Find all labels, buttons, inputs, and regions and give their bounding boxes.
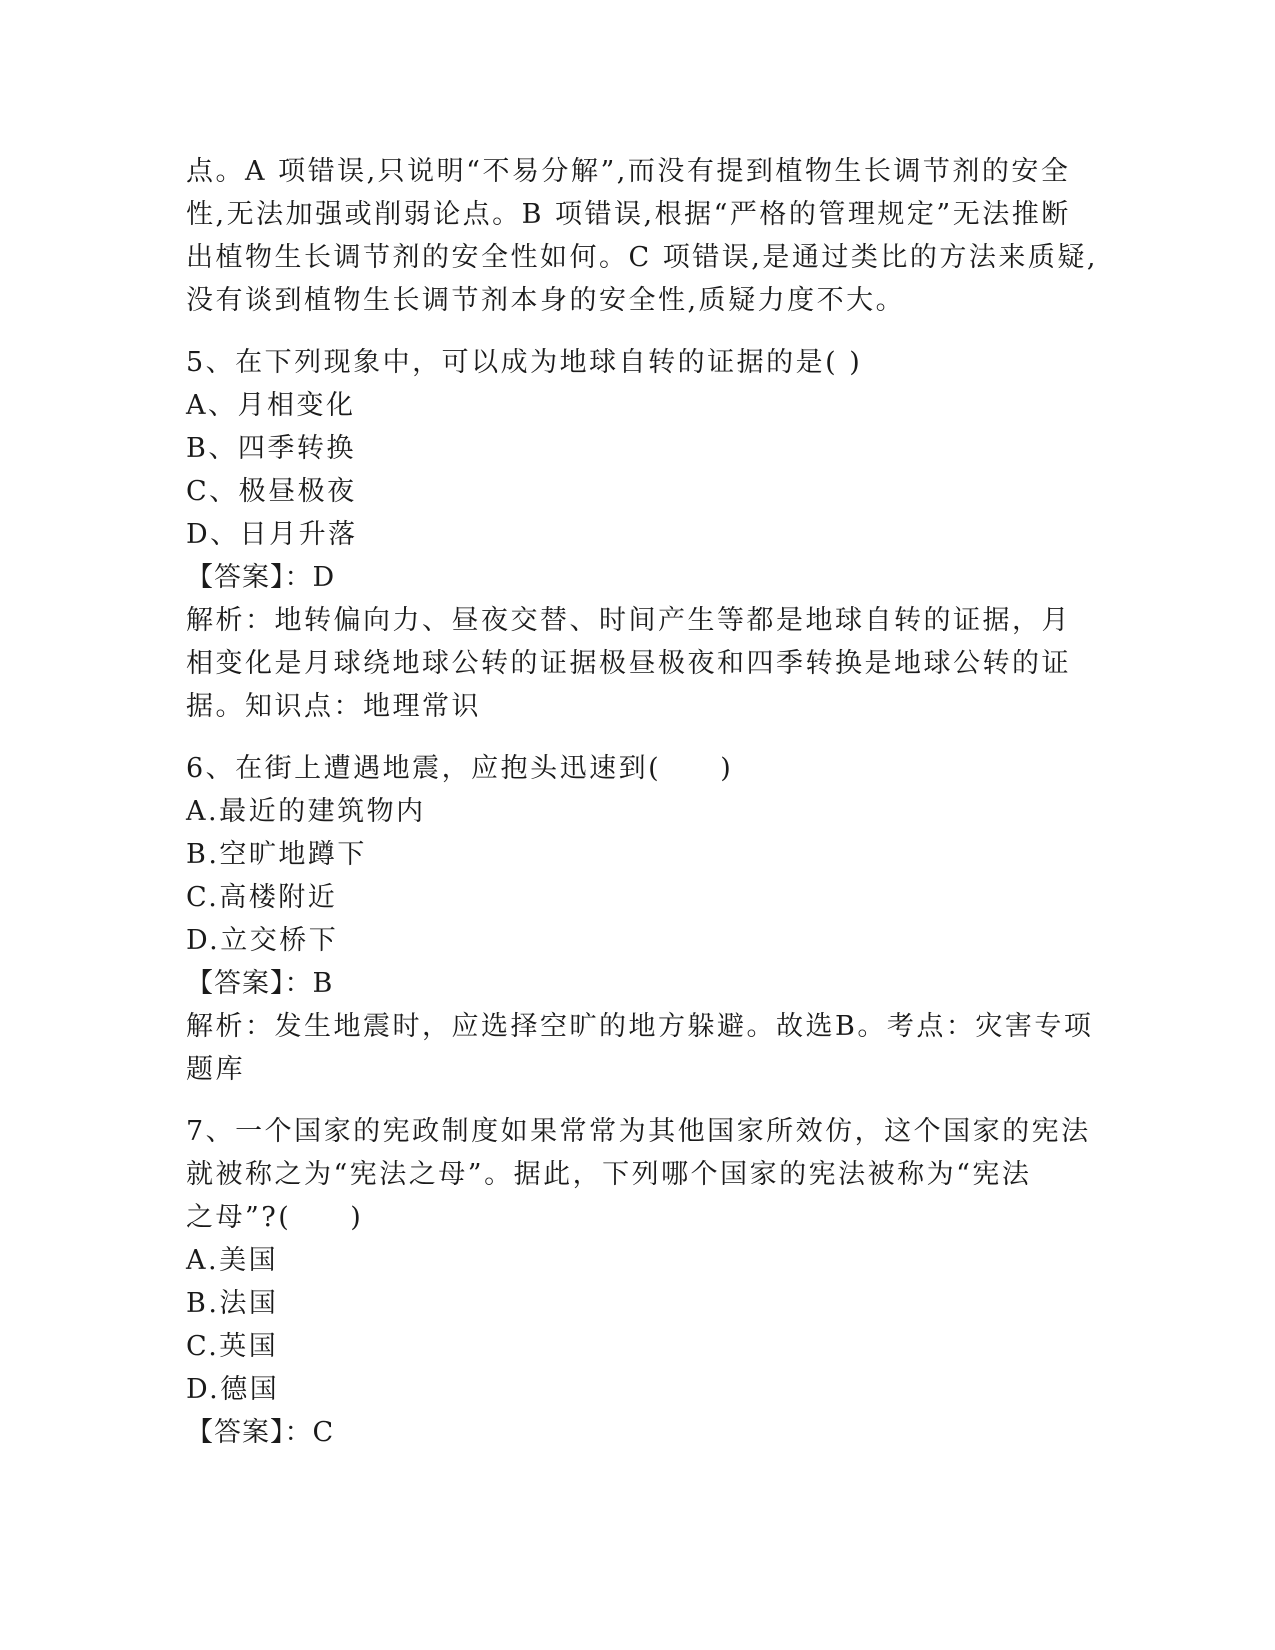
option-c: C.高楼附近 [186, 882, 338, 913]
question-6 [186, 747, 1094, 1091]
question-stem: 7、一个国家的宪政制度如果常常为其他国家所效仿，这个国家的宪法 [186, 1116, 1091, 1147]
analysis-line: 相变化是月球绕地球公转的证据极昼极夜和四季转换是地球公转的证 [186, 648, 1071, 679]
option-b: B.空旷地蹲下 [186, 839, 367, 870]
question-stem: 之母”?( ) [186, 1202, 364, 1233]
question-stem: 5、在下列现象中，可以成为地球自转的证据的是( ) [186, 347, 863, 378]
analysis-line: 题库 [186, 1054, 245, 1085]
explanation-line: 没有谈到植物生长调节剂本身的安全性,质疑力度不大。 [186, 285, 906, 316]
answer-label: 【答案】：B [186, 968, 334, 999]
analysis-line: 解析：发生地震时，应选择空旷的地方躲避。故选B。考点：灾害专项 [186, 1011, 1094, 1042]
document-page [186, 150, 1098, 1454]
option-a: A、月相变化 [186, 390, 356, 421]
question-stem: 6、在街上遭遇地震，应抱头迅速到( ) [186, 753, 734, 784]
option-d: D.立交桥下 [186, 925, 339, 956]
answer-label: 【答案】：C [186, 1417, 335, 1448]
option-b: B.法国 [186, 1288, 279, 1319]
analysis-line: 解析：地转偏向力、昼夜交替、时间产生等都是地球自转的证据，月 [186, 605, 1071, 636]
option-d: D.德国 [186, 1374, 280, 1405]
question-5 [186, 341, 1086, 728]
answer-label: 【答案】：D [186, 562, 336, 593]
option-c: C、极昼极夜 [186, 476, 357, 507]
question-stem: 就被称之为“宪法之母”。据此，下列哪个国家的宪法被称为“宪法 [186, 1159, 1032, 1190]
question-7 [186, 1110, 1091, 1454]
previous-explanation [186, 150, 1098, 322]
option-b: B、四季转换 [186, 433, 356, 464]
explanation-line: 点。A 项错误,只说明“不易分解”,而没有提到植物生长调节剂的安全 [186, 156, 1071, 187]
option-c: C.英国 [186, 1331, 279, 1362]
explanation-line: 性,无法加强或削弱论点。B 项错误,根据“严格的管理规定”无法推断 [186, 199, 1071, 230]
option-d: D、日月升落 [186, 519, 358, 550]
analysis-line: 据。知识点：地理常识 [186, 691, 481, 722]
option-a: A.最近的建筑物内 [186, 796, 426, 827]
option-a: A.美国 [186, 1245, 279, 1276]
explanation-line: 出植物生长调节剂的安全性如何。C 项错误,是通过类比的方法来质疑, [186, 242, 1098, 273]
